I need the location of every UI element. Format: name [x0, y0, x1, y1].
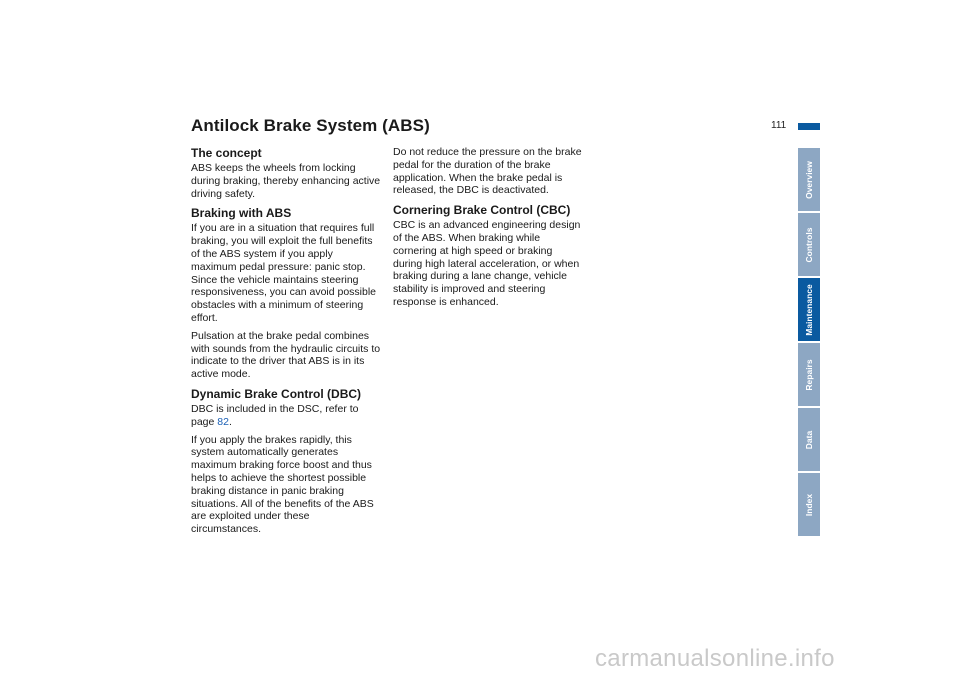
section-braking-with-abs: [191, 206, 381, 381]
tab-label: Repairs: [804, 358, 814, 391]
paragraph-with-link: [191, 403, 381, 429]
section-heading-braking-with-abs: Braking with ABS: [191, 206, 292, 221]
section-dbc-continued: [393, 146, 583, 197]
paragraph: Do not reduce the pressure on the brake pedal for the duration of the brake application. When the brake pedal is released, the DBC is deactivated.: [393, 146, 582, 197]
paragraph: If you are in a situation that requires full braking, you will exploit the full benefits of the ABS system if you apply maximum pedal pressure: panic stop. Since the vehicle maintains steering responsiveness, you can avoid possible obstacles with a minimum of steering effort.: [191, 222, 377, 324]
section-dbc: [191, 387, 381, 536]
watermark: carmanualsonline.info: [595, 645, 835, 672]
tab-repairs[interactable]: [798, 343, 820, 406]
paragraph-end: .: [228, 415, 232, 428]
page-number: 111: [771, 120, 787, 131]
right-column: [393, 146, 583, 315]
section-heading-dbc: Dynamic Brake Control (DBC): [191, 386, 362, 401]
side-tab-nav: [798, 148, 820, 538]
paragraph: ABS keeps the wheels from locking during braking, thereby enhancing active driving safety.: [191, 162, 381, 200]
section-heading-concept: The concept: [191, 146, 262, 160]
tab-label: Maintenance: [804, 283, 814, 336]
paragraph: Pulsation at the brake pedal combines with sounds from the hydraulic circuits to indicate to the driver that ABS is in its active mode.: [191, 329, 381, 381]
paragraph-text: DBC is included in the DSC, refer to page: [191, 402, 359, 428]
tab-data[interactable]: [798, 408, 820, 471]
page-link-82[interactable]: 82: [217, 415, 229, 428]
tab-label: Data: [804, 430, 814, 449]
tab-index[interactable]: [798, 473, 820, 536]
left-column: [191, 146, 381, 542]
page-marker: [798, 123, 820, 130]
tab-maintenance[interactable]: [798, 278, 820, 341]
tab-overview[interactable]: [798, 148, 820, 211]
tab-label: Index: [804, 493, 814, 516]
section-cbc: [393, 203, 583, 309]
tab-label: Overview: [804, 160, 814, 199]
tab-label: Controls: [804, 227, 814, 262]
page-title: Antilock Brake System (ABS): [191, 116, 430, 135]
paragraph: CBC is an advanced engineering design of the ABS. When braking while cornering at high speed or braking during high lateral acceleration, or when braking during a lane change, vehicle stability is improved and steering response is enhanced.: [393, 219, 581, 308]
paragraph: If you apply the brakes rapidly, this system automatically generates maximum braking force boost and thus helps to achieve the shortest possible braking distance in panic braking situations. All of the benefits of the ABS are exploited under these circumstances.: [191, 433, 374, 536]
section-concept: [191, 146, 381, 200]
tab-controls[interactable]: [798, 213, 820, 276]
section-heading-cbc: Cornering Brake Control (CBC): [393, 203, 571, 218]
